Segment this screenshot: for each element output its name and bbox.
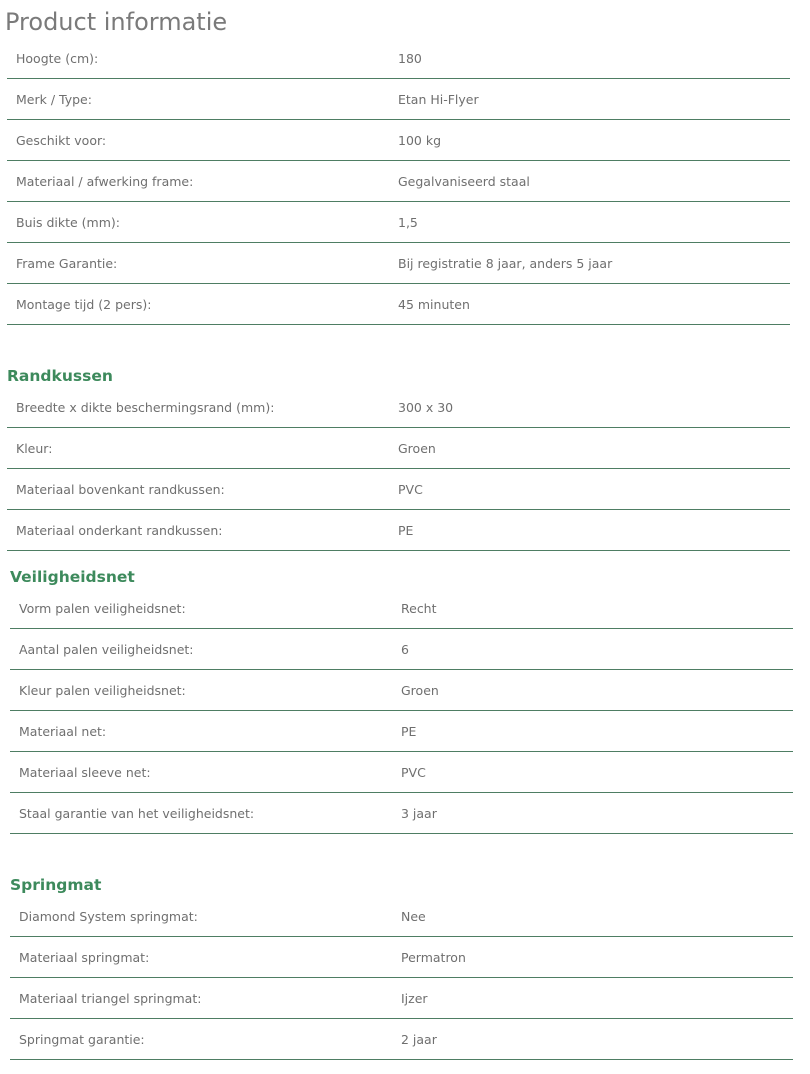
spec-value: 45 minuten: [398, 284, 790, 325]
spec-table-general: [7, 38, 790, 325]
spec-value: Bij registratie 8 jaar, anders 5 jaar: [398, 243, 790, 284]
spec-row: [7, 469, 790, 510]
spec-row: [7, 161, 790, 202]
spec-row: [10, 670, 793, 711]
page-title: Product informatie: [5, 8, 228, 36]
spec-value: 6: [401, 629, 793, 670]
section-heading-randkussen: Randkussen: [7, 367, 113, 385]
spec-label: Staal garantie van het veiligheidsnet:: [10, 793, 401, 834]
section-heading-veiligheidsnet: Veiligheidsnet: [10, 568, 135, 586]
spec-label: Breedte x dikte beschermingsrand (mm):: [7, 387, 398, 428]
spec-label: Montage tijd (2 pers):: [7, 284, 398, 325]
spec-value: 180: [398, 38, 790, 79]
spec-table-veiligheidsnet: [10, 588, 793, 834]
spec-row: [7, 428, 790, 469]
spec-value: 3 jaar: [401, 793, 793, 834]
spec-value: Groen: [401, 670, 793, 711]
spec-label: Buis dikte (mm):: [7, 202, 398, 243]
spec-label: Materiaal bovenkant randkussen:: [7, 469, 398, 510]
spec-value: Recht: [401, 588, 793, 629]
spec-value: 300 x 30: [398, 387, 790, 428]
spec-label: Materiaal onderkant randkussen:: [7, 510, 398, 551]
spec-value: Gegalvaniseerd staal: [398, 161, 790, 202]
spec-label: Materiaal / afwerking frame:: [7, 161, 398, 202]
spec-label: Materiaal springmat:: [10, 937, 401, 978]
spec-value: 1,5: [398, 202, 790, 243]
spec-row: [10, 629, 793, 670]
spec-value: PVC: [401, 752, 793, 793]
spec-value: PE: [401, 711, 793, 752]
spec-value: PVC: [398, 469, 790, 510]
spec-value: PE: [398, 510, 790, 551]
spec-label: Vorm palen veiligheidsnet:: [10, 588, 401, 629]
spec-label: Aantal palen veiligheidsnet:: [10, 629, 401, 670]
spec-row: [10, 1019, 793, 1060]
spec-value: Etan Hi-Flyer: [398, 79, 790, 120]
spec-label: Diamond System springmat:: [10, 896, 401, 937]
spec-row: [10, 752, 793, 793]
spec-label: Kleur palen veiligheidsnet:: [10, 670, 401, 711]
spec-label: Hoogte (cm):: [7, 38, 398, 79]
spec-row: [7, 284, 790, 325]
spec-label: Materiaal triangel springmat:: [10, 978, 401, 1019]
spec-label: Frame Garantie:: [7, 243, 398, 284]
section-heading-springmat: Springmat: [10, 876, 102, 894]
spec-row: [7, 243, 790, 284]
spec-table-randkussen: [7, 387, 790, 551]
spec-row: [7, 79, 790, 120]
spec-value: Groen: [398, 428, 790, 469]
spec-table-springmat: [10, 896, 793, 1060]
spec-value: Nee: [401, 896, 793, 937]
spec-label: Kleur:: [7, 428, 398, 469]
spec-label: Merk / Type:: [7, 79, 398, 120]
spec-row: [10, 896, 793, 937]
spec-value: Ijzer: [401, 978, 793, 1019]
spec-row: [7, 38, 790, 79]
spec-row: [10, 937, 793, 978]
spec-label: Geschikt voor:: [7, 120, 398, 161]
spec-value: Permatron: [401, 937, 793, 978]
spec-value: 100 kg: [398, 120, 790, 161]
spec-row: [10, 978, 793, 1019]
spec-row: [7, 510, 790, 551]
spec-label: Materiaal net:: [10, 711, 401, 752]
spec-row: [7, 202, 790, 243]
spec-value: 2 jaar: [401, 1019, 793, 1060]
spec-row: [7, 120, 790, 161]
spec-row: [10, 793, 793, 834]
spec-label: Springmat garantie:: [10, 1019, 401, 1060]
spec-label: Materiaal sleeve net:: [10, 752, 401, 793]
spec-row: [7, 387, 790, 428]
spec-row: [10, 711, 793, 752]
spec-row: [10, 588, 793, 629]
